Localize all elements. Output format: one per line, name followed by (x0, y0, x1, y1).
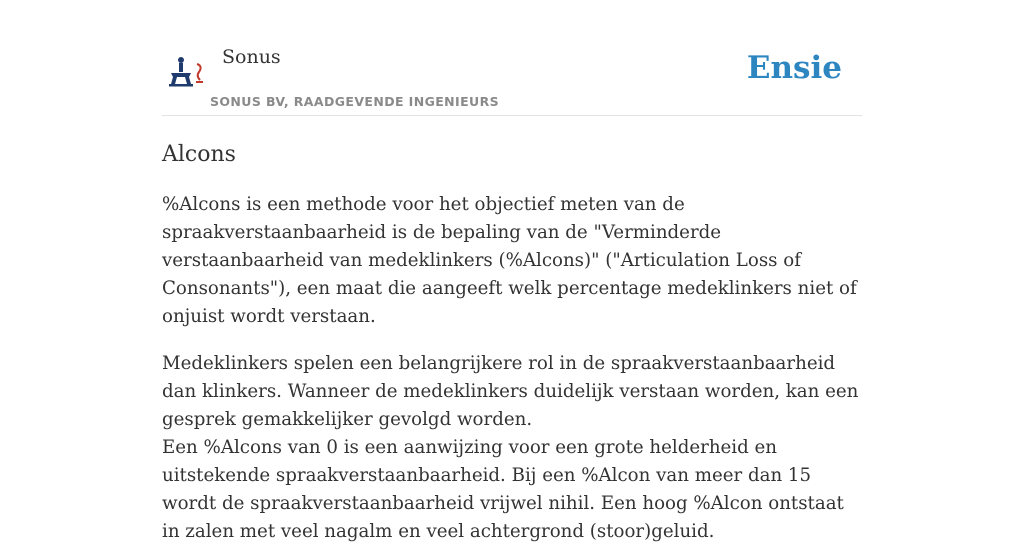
header (162, 0, 862, 116)
article-paragraph-3-text: Een %Alcons van 0 is een aanwijzing voor een grote helderheid en uitstekende spraakverstaanbaarheid. Bij een %Alcon van meer dan 15 wordt de spraakverstaanbaarheid vrijwel nihil. Een hoog %Alcon ontstaat in zalen met veel nagalm en veel achtergrond (stoor)geluid. (162, 437, 844, 542)
article-paragraph-1: %Alcons is een methode voor het objectief meten van de spraakverstaanbaarheid is de bepaling van de "Verminderde verstaanbaarheid van medeklinkers (%Alcons)" ("Articulation Loss of Consonants"), een maat die aangeeft welk percentage medeklinkers niet of onjuist wordt verstaan. (162, 194, 857, 327)
brand-logo-text[interactable]: Ensie (746, 50, 842, 86)
page-container (162, 0, 862, 546)
page-title: Alcons (162, 142, 236, 167)
org-subtitle: SONUS BV, RAADGEVENDE INGENIEURS (210, 94, 500, 109)
article-paragraph-2-text: Medeklinkers spelen een belangrijkere rol in de spraakverstaanbaarheid dan klinkers. Wanneer de medeklinkers duidelijk verstaan worden, kan een gesprek gemakkelijker gevolgd worden. (162, 353, 859, 430)
article-paragraph-2 (162, 350, 862, 546)
sonus-logo-icon[interactable] (168, 55, 206, 87)
org-name[interactable]: Sonus (222, 46, 281, 68)
